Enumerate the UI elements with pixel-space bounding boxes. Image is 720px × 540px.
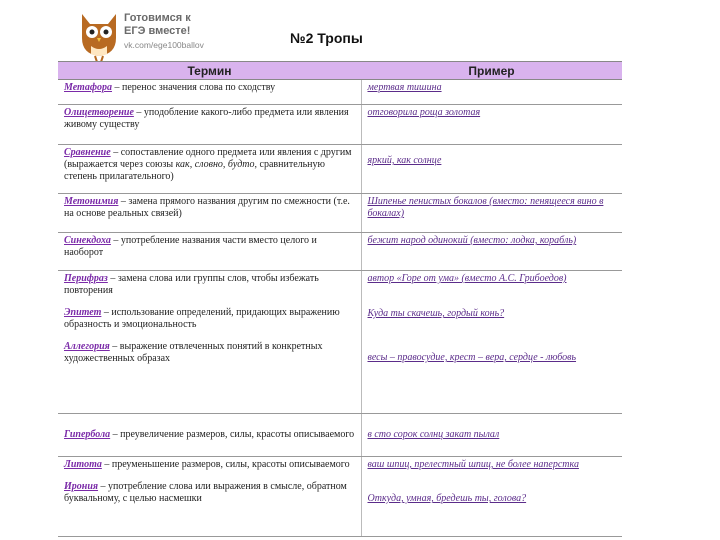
term-definition-italic: как, словно, будто (175, 159, 255, 170)
example-text: мертвая тишина (367, 82, 442, 93)
term-name: Метафора (64, 82, 112, 93)
term-name: Ирония (64, 481, 99, 492)
term-name: Литота (64, 459, 102, 470)
term-cell (58, 457, 361, 537)
example-cell (361, 271, 622, 414)
table-row (58, 233, 622, 271)
term-block (64, 307, 355, 331)
example-cell (361, 80, 622, 105)
term-name: Метонимия (64, 196, 119, 207)
table-row (58, 457, 622, 537)
brand-line-2: ЕГЭ вместе! (124, 25, 191, 37)
page-title: №2 Тропы (290, 30, 363, 46)
table-row (58, 194, 622, 233)
term-block (64, 481, 355, 505)
example-text: Куда ты скачешь, гордый конь? (367, 308, 505, 319)
table-row (58, 105, 622, 145)
column-header-terms: Термин (58, 62, 361, 80)
term-definition: – преувеличение размеров, силы, красоты описываемого (110, 429, 355, 440)
table-row (58, 271, 622, 414)
table-row (58, 145, 622, 194)
example-text: бежит народ одинокий (вместо: лодка, корабль) (367, 235, 577, 246)
example-text: в сто сорок солнц закат пылал (367, 429, 500, 440)
term-definition-tail: , сравнительную степень прилагательного) (64, 159, 325, 182)
example-text: весы – правосудие, крест – вера, сердце - любовь (367, 352, 577, 363)
term-definition: – употребление слова или выражения в смысле, обратном буквальному, с целью насмешки (64, 481, 347, 504)
term-cell (58, 194, 361, 233)
brand-url: vk.com/ege100ballov (124, 40, 204, 50)
term-cell (58, 233, 361, 271)
example-text: Шипенье пенистых бокалов (вместо: пенящееся вино в бокалах) (367, 196, 604, 219)
term-definition: – замена прямого названия другим по смежности (т.е. на основе реальных связей) (64, 196, 350, 219)
term-definition: – перенос значения слова по сходству (112, 82, 276, 93)
example-cell (361, 414, 622, 457)
example-text: отговорила роща золотая (367, 107, 481, 118)
term-definition: – употребление названия части вместо целого и наоборот (64, 235, 317, 258)
term-cell (58, 271, 361, 414)
example-cell (361, 457, 622, 537)
column-header-example: Пример (361, 62, 622, 80)
term-cell (58, 80, 361, 105)
example-cell (361, 105, 622, 145)
term-name: Синекдоха (64, 235, 111, 246)
term-name: Перифраз (64, 273, 108, 284)
term-cell (58, 414, 361, 457)
term-definition: – преуменьшение размеров, силы, красоты описываемого (101, 459, 350, 470)
brand-line-1: Готовимся к (124, 12, 191, 24)
term-definition: – выражение отвлеченных понятий в конкретных художественных образах (64, 341, 323, 364)
table-row (58, 414, 622, 457)
term-definition: – сопоставление одного предмета или явления с другим (выражается через союзы (64, 147, 352, 170)
example-cell (361, 194, 622, 233)
term-cell (58, 105, 361, 145)
term-cell (58, 145, 361, 194)
brand-block (124, 12, 204, 52)
term-name: Сравнение (64, 147, 111, 158)
table-header-row (58, 62, 622, 80)
example-text: автор «Горе от ума» (вместо А.С. Грибоедов) (367, 273, 567, 284)
term-block (64, 341, 355, 365)
owl-logo-icon (76, 8, 122, 62)
term-name: Аллегория (64, 341, 110, 352)
term-block (64, 429, 355, 441)
tropes-table (58, 61, 622, 537)
example-text: ваш шпиц, прелестный шпиц, не более наперстка (367, 459, 579, 470)
example-cell (361, 233, 622, 271)
example-text: Откуда, умная, бредешь ты, голова? (367, 493, 527, 504)
term-name: Олицетворение (64, 107, 134, 118)
term-name: Эпитет (64, 307, 102, 318)
term-definition: – использование определений, придающих выражению образность и эмоциональность (64, 307, 340, 330)
term-name: Гипербола (64, 429, 111, 440)
term-definition: – замена слова или группы слов, чтобы избежать повторения (64, 273, 319, 296)
example-cell (361, 145, 622, 194)
term-definition: – уподобление какого-либо предмета или явления живому существу (64, 107, 349, 130)
table-row (58, 80, 622, 105)
example-text: яркий, как солнце (367, 155, 442, 166)
